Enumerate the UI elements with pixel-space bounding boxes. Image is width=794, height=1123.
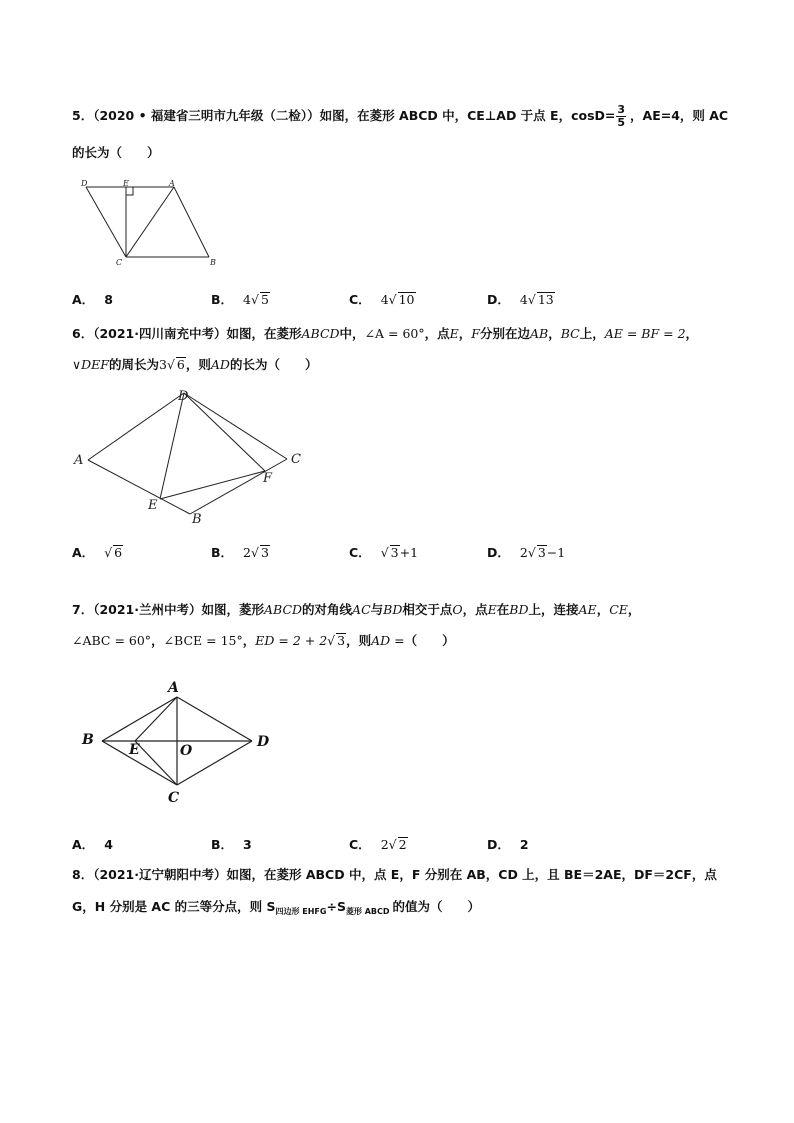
q5-stem-line1 xyxy=(72,102,728,130)
q5-option-d[interactable]: D． 4√ 13 xyxy=(487,292,554,307)
q6-figure xyxy=(72,383,312,528)
q6-stem-line2: ∨DEF的周长为3√ 6，则AD的长为（ ） xyxy=(72,357,318,372)
q7-label-A: A xyxy=(168,680,179,696)
q5-label-B: B xyxy=(210,258,216,267)
q6-segment-DF xyxy=(184,393,265,471)
q7-edge-AD xyxy=(177,697,252,741)
q6-label-F: F xyxy=(263,471,273,486)
q5-frac-den: 5 xyxy=(617,115,626,129)
q5-option-a[interactable]: A． 8 xyxy=(72,292,113,307)
q6-option-b[interactable]: B． 2√ 3 xyxy=(211,545,269,560)
q7-figure xyxy=(72,672,287,812)
q5-cos-fraction xyxy=(616,104,626,129)
q8-stem-line1: 8．（2021·辽宁朝阳中考）如图，在菱形 ABCD 中，点 E，F 分别在 AB，CD 上，且 BE＝2AE，DF＝2CF，点 xyxy=(72,867,717,882)
q6-label-D: D xyxy=(178,389,189,404)
q5-frac-num: 3 xyxy=(617,102,626,116)
q5-edge-DC xyxy=(86,187,126,257)
q5-edge-AB xyxy=(174,187,209,257)
q5-stem-text: 5．（2020 • 福建省三明市九年级（二检））如图，在菱形 ABCD 中，CE⊥AD 于点 E，cosD= xyxy=(72,108,616,123)
q7-label-O: O xyxy=(180,743,193,759)
q6-segment-EF xyxy=(160,471,265,499)
q6-option-c[interactable]: C． √ 3+1 xyxy=(349,545,419,560)
q5-figure xyxy=(72,175,232,270)
q5-option-b[interactable]: B． 4√ 5 xyxy=(211,292,269,307)
q5-label-D: D xyxy=(81,179,88,188)
q6-option-d[interactable]: D． 2√ 3−1 xyxy=(487,545,566,560)
q6-edge-DC xyxy=(184,393,287,459)
q6-label-C: C xyxy=(291,452,301,467)
q6-edge-AB xyxy=(88,460,190,514)
q6-label-B: B xyxy=(192,512,202,527)
q7-option-a[interactable]: A． 4 xyxy=(72,837,113,852)
q7-stem-line1: 7．（2021·兰州中考）如图，菱形ABCD的对角线AC与BD相交于点O，点E在BD上，连接AE，CE， xyxy=(72,602,641,617)
q5-stem-line2: 的长为（ ） xyxy=(72,145,160,160)
q5-stem-tail: ，AE=4，则 AC xyxy=(630,108,729,123)
q8-subscript-quadrilateral: 四边形 EHFG xyxy=(275,907,327,916)
q7-segment-CE xyxy=(135,741,177,785)
q7-stem-line2: ∠ABC = 60°，∠BCE = 15°，ED = 2 + 2√ 3，则AD =（ ） xyxy=(72,633,455,648)
q6-segment-DE xyxy=(160,393,184,499)
q7-segment-AE xyxy=(135,697,177,741)
q5-diagonal-CA xyxy=(126,187,174,257)
q5-label-A: A xyxy=(169,179,175,188)
q6-stem-line1: 6．（2021·四川南充中考）如图，在菱形ABCD中，∠A = 60°，点E，F分别在边AB，BC上，AE = BF = 2， xyxy=(72,326,699,341)
q6-label-A: A xyxy=(74,453,84,468)
q7-option-d[interactable]: D． 2 xyxy=(487,837,529,852)
q7-edge-BA xyxy=(102,697,177,741)
q7-label-C: C xyxy=(168,790,180,806)
q5-label-C: C xyxy=(116,258,123,267)
q8-stem-line2: G，H 分别是 AC 的三等分点，则 $S_{四边形 EHFG}\div S_{菱形 ABCD}$ 的值为（ ） xyxy=(72,899,481,916)
q8-subscript-rhombus: 菱形 ABCD xyxy=(345,907,390,916)
q5-label-E: E xyxy=(123,179,129,188)
q6-edge-AD xyxy=(88,393,184,460)
q7-label-B: B xyxy=(82,732,94,748)
q5-option-c[interactable]: C． 4√ 10 xyxy=(349,292,415,307)
q7-option-b[interactable]: B． 3 xyxy=(211,837,252,852)
q6-edge-CB xyxy=(190,459,287,514)
q7-option-c[interactable]: C． 2√ 2 xyxy=(349,837,407,852)
q6-label-E: E xyxy=(148,498,158,513)
q5-right-angle-mark xyxy=(126,187,133,195)
q6-option-a[interactable]: A． √ 6 xyxy=(72,545,123,560)
q7-label-D: D xyxy=(257,734,270,750)
q7-label-E: E xyxy=(129,742,140,758)
